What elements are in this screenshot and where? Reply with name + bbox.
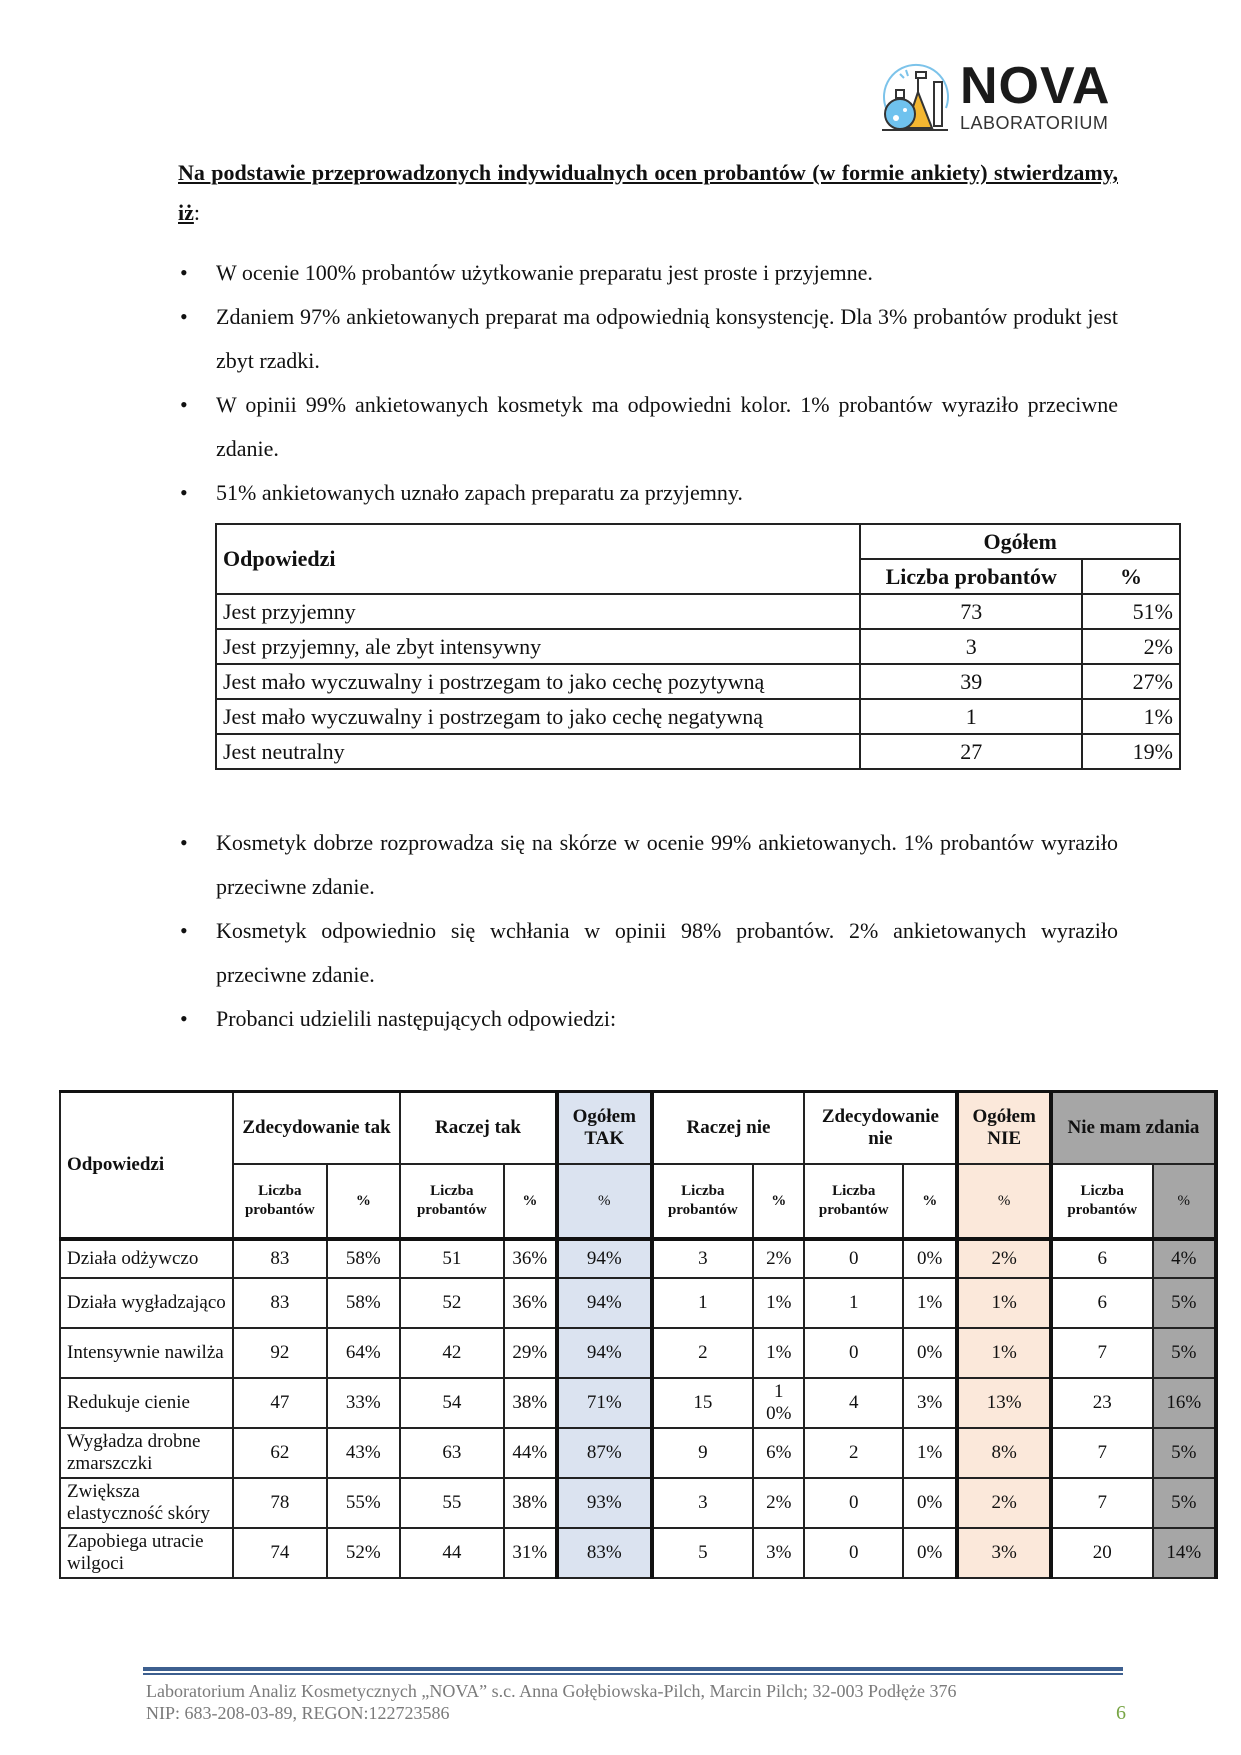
page-footer [146, 1680, 1126, 1724]
cell-rather-yes-count: 51 [400, 1239, 504, 1278]
row-label: Jest mało wyczuwalny i postrzegam to jako cechę negatywną [216, 699, 860, 734]
cell-rather-no-count: 9 [652, 1428, 754, 1478]
cell-rather-no-count: 1 [652, 1278, 754, 1328]
cell-rather-yes-pct: 29% [504, 1328, 557, 1378]
table-row [60, 1378, 1216, 1428]
cell-definitely-yes-count: 78 [233, 1478, 327, 1528]
table-row [216, 734, 1180, 769]
list-item: • 51% ankietowanych uznało zapach preparatu za przyjemny. [178, 471, 1118, 515]
footer-address: Laboratorium Analiz Kosmetycznych „NOVA” s.c. Anna Gołębiowska-Pilch, Marcin Pilch; 32-003 Podłęże 376 [146, 1681, 957, 1701]
cell-definitely-no-pct: 0% [903, 1478, 957, 1528]
footer-registration: NIP: 683-208-03-89, REGON:122723586 [146, 1703, 450, 1723]
cell-definitely-no-pct: 0% [903, 1528, 957, 1578]
cell-rather-yes-pct: 36% [504, 1239, 557, 1278]
cell-definitely-no-count: 1 [804, 1278, 903, 1328]
cell-rather-no-pct: 10% [753, 1378, 804, 1428]
cell-total-yes-pct: 94% [557, 1328, 652, 1378]
table-row [60, 1428, 1216, 1478]
row-label: Jest mało wyczuwalny i postrzegam to jako cechę pozytywną [216, 664, 860, 699]
row-label: Wygładza drobne zmarszczki [60, 1428, 233, 1478]
table-row [216, 629, 1180, 664]
cell-rather-yes-pct: 38% [504, 1478, 557, 1528]
cell-no-opinion-pct: 5% [1153, 1478, 1216, 1528]
header-no-opinion: Nie mam zdania [1051, 1092, 1216, 1165]
table-row [216, 594, 1180, 629]
cell-total-no-pct: 8% [957, 1428, 1051, 1478]
table-row [60, 1478, 1216, 1528]
cell-total-yes-pct: 94% [557, 1278, 652, 1328]
header-total: Ogółem [860, 524, 1180, 559]
cell-no-opinion-pct: 5% [1153, 1428, 1216, 1478]
cell-definitely-no-pct: 3% [903, 1378, 957, 1428]
header-count: Liczba probantów [860, 559, 1082, 594]
subheader-pct: % [1153, 1164, 1216, 1239]
table-row [60, 1239, 1216, 1278]
row-pct: 27% [1082, 664, 1180, 699]
cell-definitely-no-count: 0 [804, 1528, 903, 1578]
table-row [60, 1278, 1216, 1328]
footer-divider [143, 1667, 1123, 1671]
lab-flasks-icon [876, 56, 956, 136]
row-pct: 19% [1082, 734, 1180, 769]
nova-logo [876, 56, 1121, 136]
cell-no-opinion-count: 20 [1051, 1528, 1153, 1578]
cell-total-yes-pct: 83% [557, 1528, 652, 1578]
cell-no-opinion-pct: 14% [1153, 1528, 1216, 1578]
row-label: Działa wygładzająco [60, 1278, 233, 1328]
cell-total-no-pct: 2% [957, 1239, 1051, 1278]
row-pct: 2% [1082, 629, 1180, 664]
cell-definitely-no-count: 0 [804, 1328, 903, 1378]
cell-total-yes-pct: 87% [557, 1428, 652, 1478]
cell-rather-no-pct: 2% [753, 1478, 804, 1528]
row-label: Działa odżywczo [60, 1239, 233, 1278]
list-item: • Kosmetyk dobrze rozprowadza się na skórze w ocenie 99% ankietowanych. 1% probantów wyraziło przeciwne zdanie. [178, 821, 1118, 909]
cell-no-opinion-count: 6 [1051, 1278, 1153, 1328]
cell-no-opinion-count: 7 [1051, 1428, 1153, 1478]
cell-no-opinion-pct: 4% [1153, 1239, 1216, 1278]
findings-list-top [178, 251, 1118, 515]
cell-rather-yes-pct: 31% [504, 1528, 557, 1578]
header-rather-yes: Raczej tak [400, 1092, 557, 1165]
cell-rather-no-count: 3 [652, 1239, 754, 1278]
cell-no-opinion-pct: 5% [1153, 1278, 1216, 1328]
cell-rather-no-pct: 1% [753, 1328, 804, 1378]
row-label: Jest przyjemny, ale zbyt intensywny [216, 629, 860, 664]
cell-total-yes-pct: 93% [557, 1478, 652, 1528]
cell-no-opinion-count: 23 [1051, 1378, 1153, 1428]
logo-subtitle: LABORATORIUM [960, 113, 1109, 133]
cell-rather-yes-pct: 36% [504, 1278, 557, 1328]
cell-total-no-pct: 13% [957, 1378, 1051, 1428]
intro-suffix: : [193, 200, 201, 225]
header-definitely-yes: Zdecydowanie tak [233, 1092, 400, 1165]
cell-definitely-yes-pct: 58% [327, 1239, 400, 1278]
header-definitely-no: Zdecydowanie nie [804, 1092, 957, 1165]
cell-definitely-yes-count: 92 [233, 1328, 327, 1378]
list-item: • W opinii 99% ankietowanych kosmetyk ma odpowiedni kolor. 1% probantów wyraziło przeciwne zdanie. [178, 383, 1118, 471]
subheader-pct: % [903, 1164, 957, 1239]
header-answers: Odpowiedzi [216, 524, 860, 594]
cell-definitely-no-count: 4 [804, 1378, 903, 1428]
cell-rather-yes-count: 44 [400, 1528, 504, 1578]
cell-rather-no-count: 15 [652, 1378, 754, 1428]
cell-definitely-yes-count: 47 [233, 1378, 327, 1428]
header-total-no: Ogółem NIE [957, 1092, 1051, 1165]
subheader-count: Liczba probantów [1051, 1164, 1153, 1239]
cell-rather-no-pct: 1% [753, 1278, 804, 1328]
subheader-pct: % [557, 1164, 652, 1239]
cell-rather-yes-pct: 38% [504, 1378, 557, 1428]
row-label: Redukuje cienie [60, 1378, 233, 1428]
list-item: • Probanci udzielili następujących odpowiedzi: [178, 997, 1118, 1041]
row-pct: 1% [1082, 699, 1180, 734]
cell-definitely-yes-count: 83 [233, 1239, 327, 1278]
cell-definitely-yes-pct: 33% [327, 1378, 400, 1428]
subheader-count: Liczba probantów [804, 1164, 903, 1239]
cell-definitely-yes-pct: 55% [327, 1478, 400, 1528]
header-answers: Odpowiedzi [60, 1092, 233, 1240]
cell-no-opinion-count: 7 [1051, 1328, 1153, 1378]
cell-rather-no-pct: 3% [753, 1528, 804, 1578]
cell-rather-yes-pct: 44% [504, 1428, 557, 1478]
cell-rather-no-pct: 2% [753, 1239, 804, 1278]
cell-definitely-yes-pct: 52% [327, 1528, 400, 1578]
cell-definitely-no-pct: 0% [903, 1328, 957, 1378]
cell-definitely-yes-count: 74 [233, 1528, 327, 1578]
row-count: 1 [860, 699, 1082, 734]
row-label: Zwiększa elastyczność skóry [60, 1478, 233, 1528]
list-item: • W ocenie 100% probantów użytkowanie preparatu jest proste i przyjemne. [178, 251, 1118, 295]
cell-total-no-pct: 1% [957, 1278, 1051, 1328]
row-label: Jest przyjemny [216, 594, 860, 629]
row-label: Intensywnie nawilża [60, 1328, 233, 1378]
cell-total-no-pct: 3% [957, 1528, 1051, 1578]
subheader-count: Liczba probantów [652, 1164, 754, 1239]
table-row [60, 1328, 1216, 1378]
row-pct: 51% [1082, 594, 1180, 629]
row-count: 27 [860, 734, 1082, 769]
cell-total-no-pct: 1% [957, 1328, 1051, 1378]
cell-definitely-yes-pct: 43% [327, 1428, 400, 1478]
row-label: Zapobiega utracie wilgoci [60, 1528, 233, 1578]
list-item: • Kosmetyk odpowiednio się wchłania w opinii 98% probantów. 2% ankietowanych wyraziło przeciwne zdanie. [178, 909, 1118, 997]
cell-definitely-yes-pct: 64% [327, 1328, 400, 1378]
cell-rather-yes-count: 52 [400, 1278, 504, 1328]
header-pct: % [1082, 559, 1180, 594]
footer-divider [143, 1673, 1123, 1675]
subheader-count: Liczba probantów [400, 1164, 504, 1239]
cell-rather-yes-count: 42 [400, 1328, 504, 1378]
row-count: 73 [860, 594, 1082, 629]
cell-definitely-no-pct: 0% [903, 1239, 957, 1278]
subheader-pct: % [327, 1164, 400, 1239]
scent-table [215, 523, 1181, 770]
intro-heading: Na podstawie przeprowadzonych indywidualnych ocen probantów (w formie ankiety) stwierdzamy, iż [178, 160, 1118, 225]
cell-rather-yes-count: 55 [400, 1478, 504, 1528]
cell-definitely-no-pct: 1% [903, 1278, 957, 1328]
subheader-pct: % [504, 1164, 557, 1239]
cell-definitely-no-pct: 1% [903, 1428, 957, 1478]
cell-rather-no-count: 5 [652, 1528, 754, 1578]
cell-rather-yes-count: 54 [400, 1378, 504, 1428]
cell-definitely-no-count: 2 [804, 1428, 903, 1478]
cell-definitely-no-count: 0 [804, 1239, 903, 1278]
subheader-pct: % [753, 1164, 804, 1239]
cell-no-opinion-count: 7 [1051, 1478, 1153, 1528]
cell-no-opinion-pct: 16% [1153, 1378, 1216, 1428]
table-row [216, 664, 1180, 699]
cell-definitely-yes-count: 62 [233, 1428, 327, 1478]
logo-name: NOVA [960, 57, 1111, 115]
cell-definitely-yes-count: 83 [233, 1278, 327, 1328]
subheader-count: Liczba probantów [233, 1164, 327, 1239]
list-item: • Zdaniem 97% ankietowanych preparat ma odpowiednią konsystencję. Dla 3% probantów produkt jest zbyt rzadki. [178, 295, 1118, 383]
cell-total-yes-pct: 71% [557, 1378, 652, 1428]
row-count: 39 [860, 664, 1082, 699]
cell-total-no-pct: 2% [957, 1478, 1051, 1528]
cell-rather-no-count: 2 [652, 1328, 754, 1378]
cell-definitely-yes-pct: 58% [327, 1278, 400, 1328]
cell-definitely-no-count: 0 [804, 1478, 903, 1528]
cell-rather-no-pct: 6% [753, 1428, 804, 1478]
effects-table [59, 1090, 1218, 1579]
row-label: Jest neutralny [216, 734, 860, 769]
header-rather-no: Raczej nie [652, 1092, 805, 1165]
row-count: 3 [860, 629, 1082, 664]
cell-total-yes-pct: 94% [557, 1239, 652, 1278]
table-row [60, 1528, 1216, 1578]
page-number: 6 [1116, 1702, 1126, 1724]
cell-rather-no-count: 3 [652, 1478, 754, 1528]
intro-paragraph [178, 153, 1118, 233]
findings-list-bottom [178, 821, 1118, 1041]
header-total-yes: Ogółem TAK [557, 1092, 652, 1165]
cell-no-opinion-count: 6 [1051, 1239, 1153, 1278]
subheader-pct: % [957, 1164, 1051, 1239]
cell-no-opinion-pct: 5% [1153, 1328, 1216, 1378]
table-row [216, 699, 1180, 734]
cell-rather-yes-count: 63 [400, 1428, 504, 1478]
